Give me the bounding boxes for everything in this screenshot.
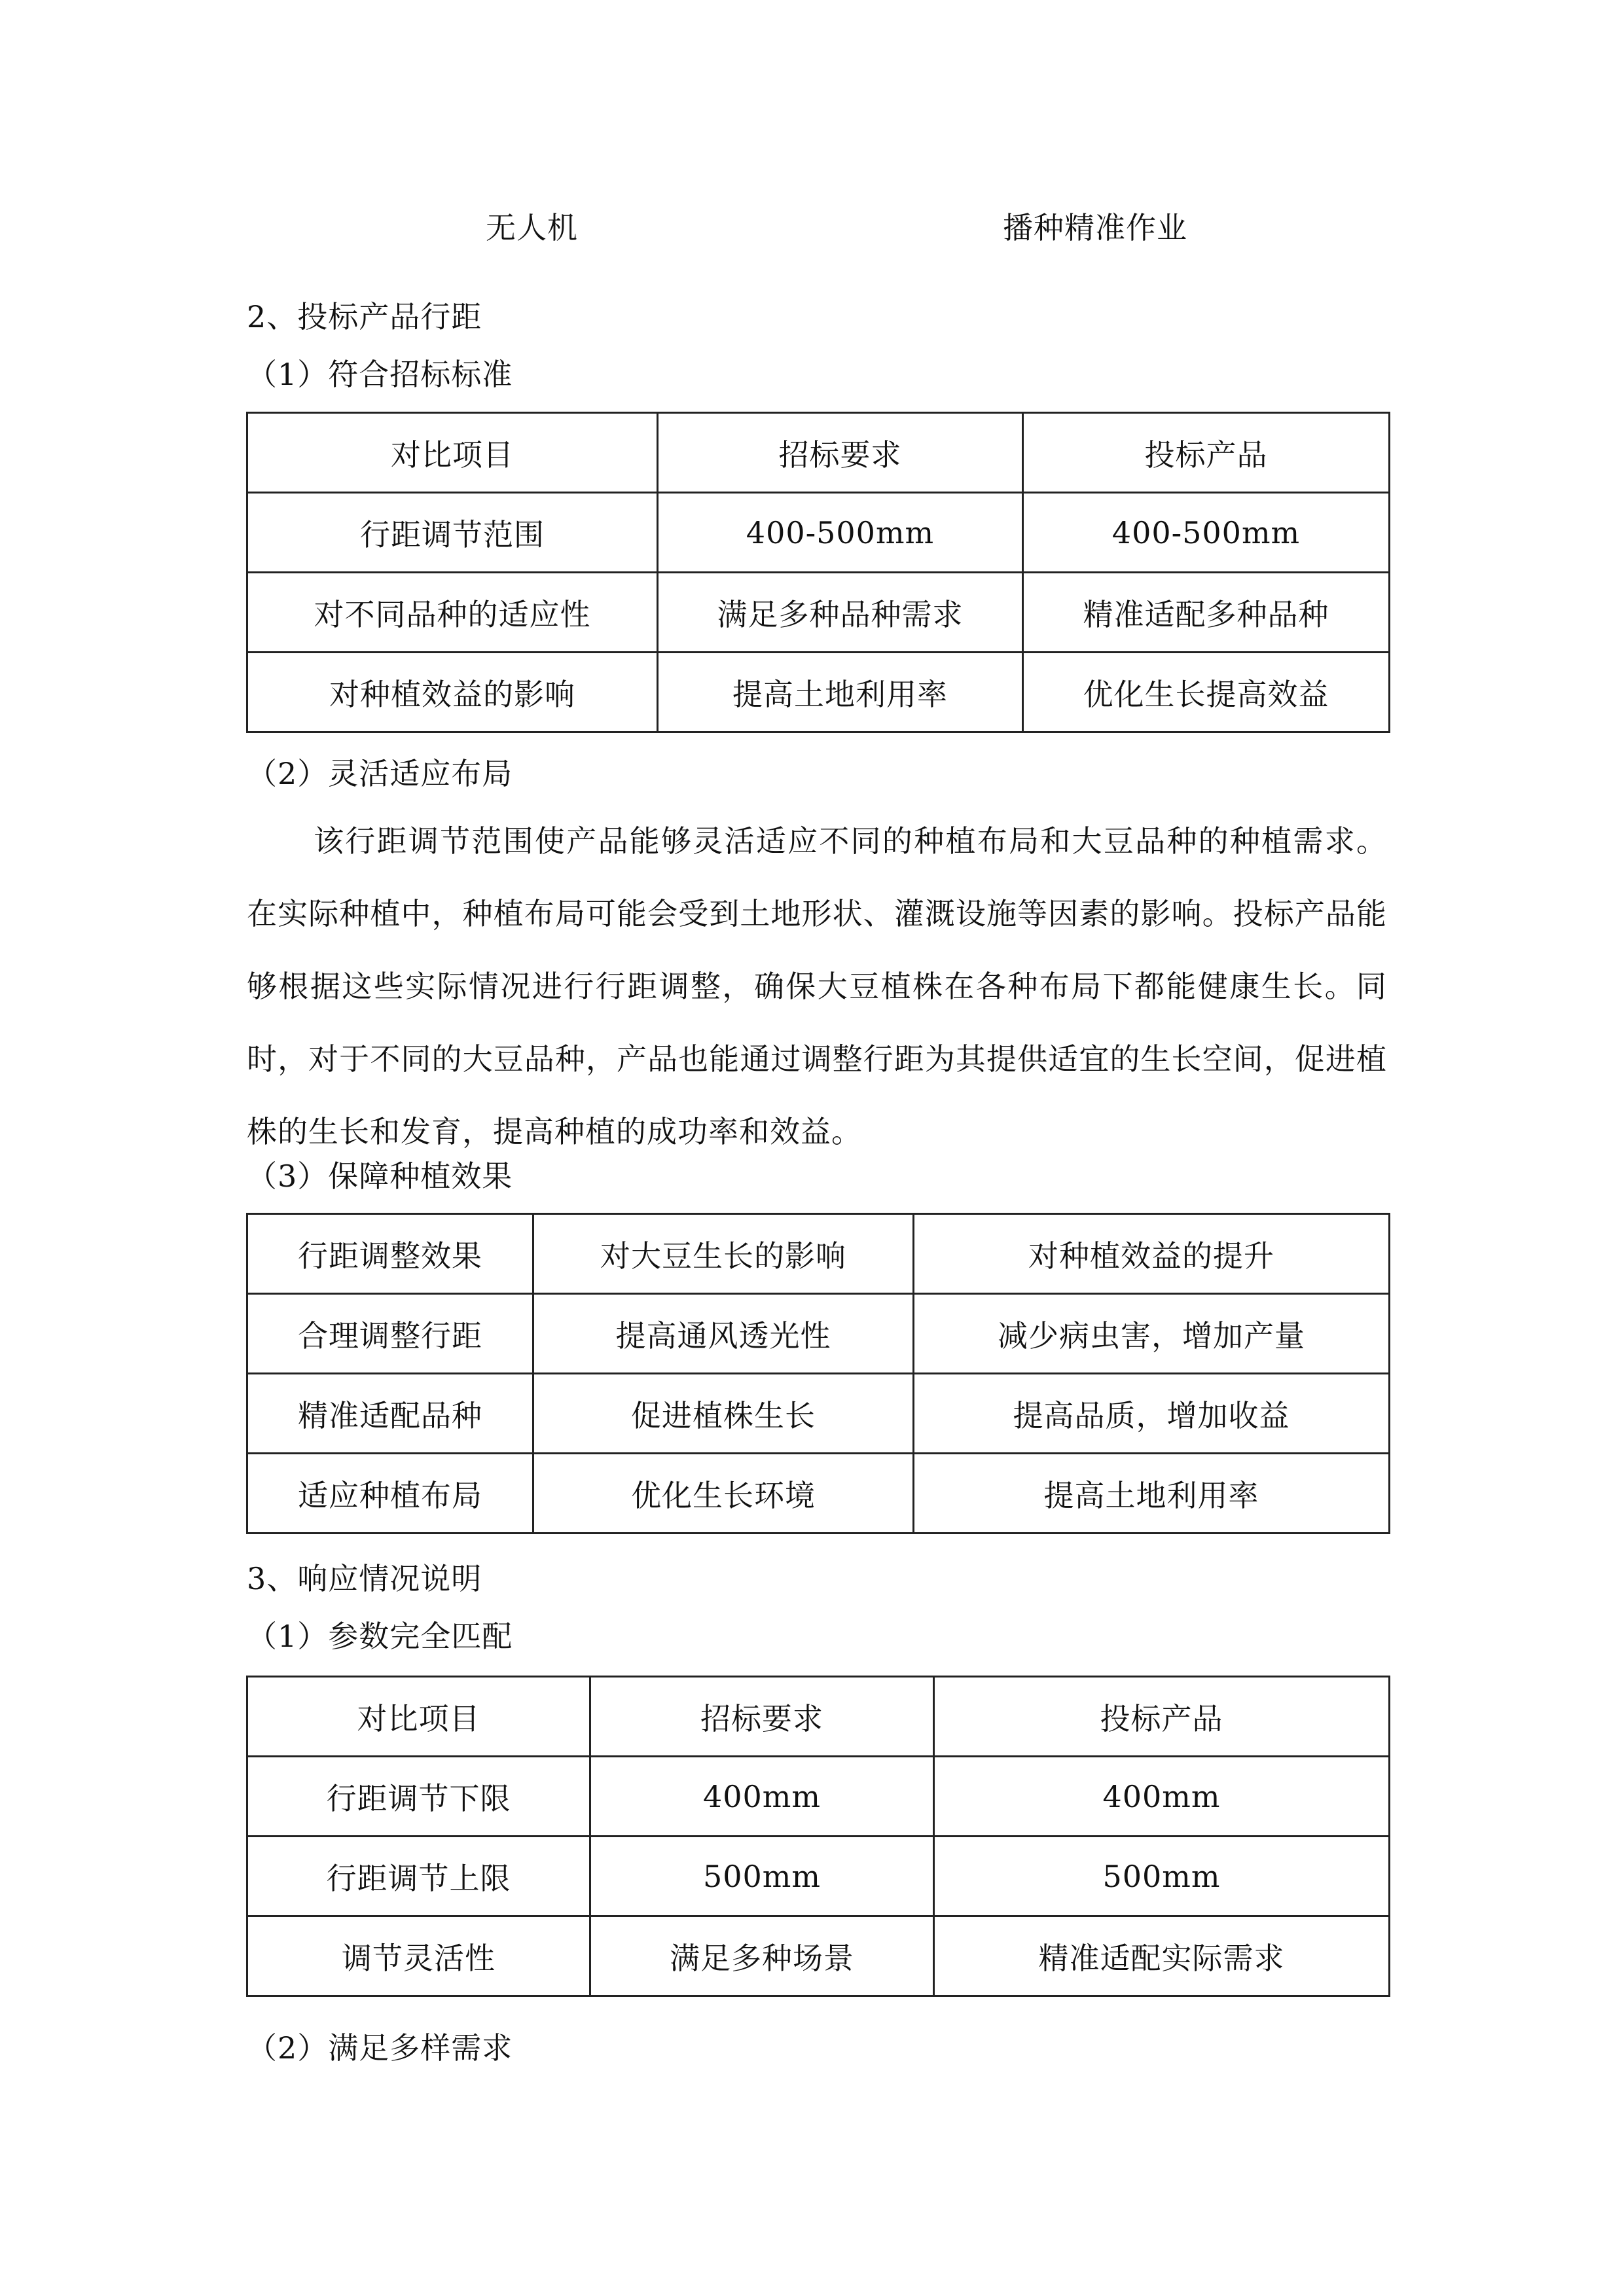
table-row <box>247 1916 1390 1996</box>
table-cell: 提高土地利用率 <box>658 653 1023 732</box>
standard-compliance-table <box>246 412 1390 733</box>
table-header-cell: 投标产品 <box>934 1677 1390 1757</box>
header-row-left-cell: 无人机 <box>486 210 578 245</box>
section-3-heading: 3、响应情况说明 <box>247 1561 482 1596</box>
table-header-row <box>247 1677 1390 1757</box>
table-cell: 行距调节下限 <box>247 1757 590 1837</box>
table-row <box>247 1837 1390 1916</box>
table-cell: 适应种植布局 <box>247 1454 533 1534</box>
section-2-heading: 2、投标产品行距 <box>247 299 482 334</box>
table-cell: 优化生长环境 <box>533 1454 914 1534</box>
table-cell: 400-500mm <box>658 493 1023 573</box>
table-cell: 精准适配实际需求 <box>934 1916 1390 1996</box>
table-cell: 满足多种品种需求 <box>658 573 1023 653</box>
table-cell: 行距调节范围 <box>247 493 658 573</box>
table-header-cell: 招标要求 <box>590 1677 934 1757</box>
table-row <box>247 1757 1390 1837</box>
table-cell: 提高通风透光性 <box>533 1294 914 1374</box>
table-row <box>247 1454 1390 1534</box>
table-cell: 满足多种场景 <box>590 1916 934 1996</box>
table-cell: 合理调整行距 <box>247 1294 533 1374</box>
table-header-row <box>247 413 1390 493</box>
section-2-sub-1: （1）符合招标标准 <box>247 357 513 392</box>
table-cell: 调节灵活性 <box>247 1916 590 1996</box>
table-header-cell: 对比项目 <box>247 413 658 493</box>
table-row <box>247 573 1390 653</box>
table-cell: 促进植株生长 <box>533 1374 914 1454</box>
table-cell: 优化生长提高效益 <box>1023 653 1390 732</box>
table-cell: 精准适配品种 <box>247 1374 533 1454</box>
table-cell: 400mm <box>934 1757 1390 1837</box>
table-cell: 400mm <box>590 1757 934 1837</box>
table-cell: 精准适配多种品种 <box>1023 573 1390 653</box>
table-header-cell: 招标要求 <box>658 413 1023 493</box>
parameter-match-table <box>246 1676 1390 1997</box>
table-cell: 400-500mm <box>1023 493 1390 573</box>
table-cell: 行距调节上限 <box>247 1837 590 1916</box>
table-header-cell: 投标产品 <box>1023 413 1390 493</box>
header-row-right-cell: 播种精准作业 <box>1003 210 1187 245</box>
planting-effect-table <box>246 1213 1390 1534</box>
table-cell: 对不同品种的适应性 <box>247 573 658 653</box>
table-row <box>247 493 1390 573</box>
table-header-cell: 对种植效益的提升 <box>914 1214 1390 1294</box>
table-cell: 提高土地利用率 <box>914 1454 1390 1534</box>
table-header-cell: 行距调整效果 <box>247 1214 533 1294</box>
section-2-sub-3: （3）保障种植效果 <box>247 1158 513 1194</box>
section-2-sub-2: （2）灵活适应布局 <box>247 756 513 791</box>
table-cell: 提高品质，增加收益 <box>914 1374 1390 1454</box>
table-row <box>247 1294 1390 1374</box>
table-row <box>247 653 1390 732</box>
table-cell: 减少病虫害，增加产量 <box>914 1294 1390 1374</box>
table-header-cell: 对比项目 <box>247 1677 590 1757</box>
body-paragraph: 该行距调节范围使产品能够灵活适应不同的种植布局和大豆品种的种植需求。在实际种植中，种植布局可能会受到土地形状、灌溉设施等因素的影响。投标产品能够根据这些实际情况进行行距调整，确保大豆植株在各种布局下都能健康生长。同时，对于不同的大豆品种，产品也能通过调整行距为其提供适宜的生长空间，促进植株的生长和发育，提高种植的成功率和效益。 <box>247 823 1387 1149</box>
table-header-row <box>247 1214 1390 1294</box>
table-cell: 500mm <box>590 1837 934 1916</box>
table-cell: 500mm <box>934 1837 1390 1916</box>
table-cell: 对种植效益的影响 <box>247 653 658 732</box>
table-header-cell: 对大豆生长的影响 <box>533 1214 914 1294</box>
section-3-sub-2: （2）满足多样需求 <box>247 2030 513 2066</box>
section-3-sub-1: （1）参数完全匹配 <box>247 1619 513 1654</box>
table-row <box>247 1374 1390 1454</box>
